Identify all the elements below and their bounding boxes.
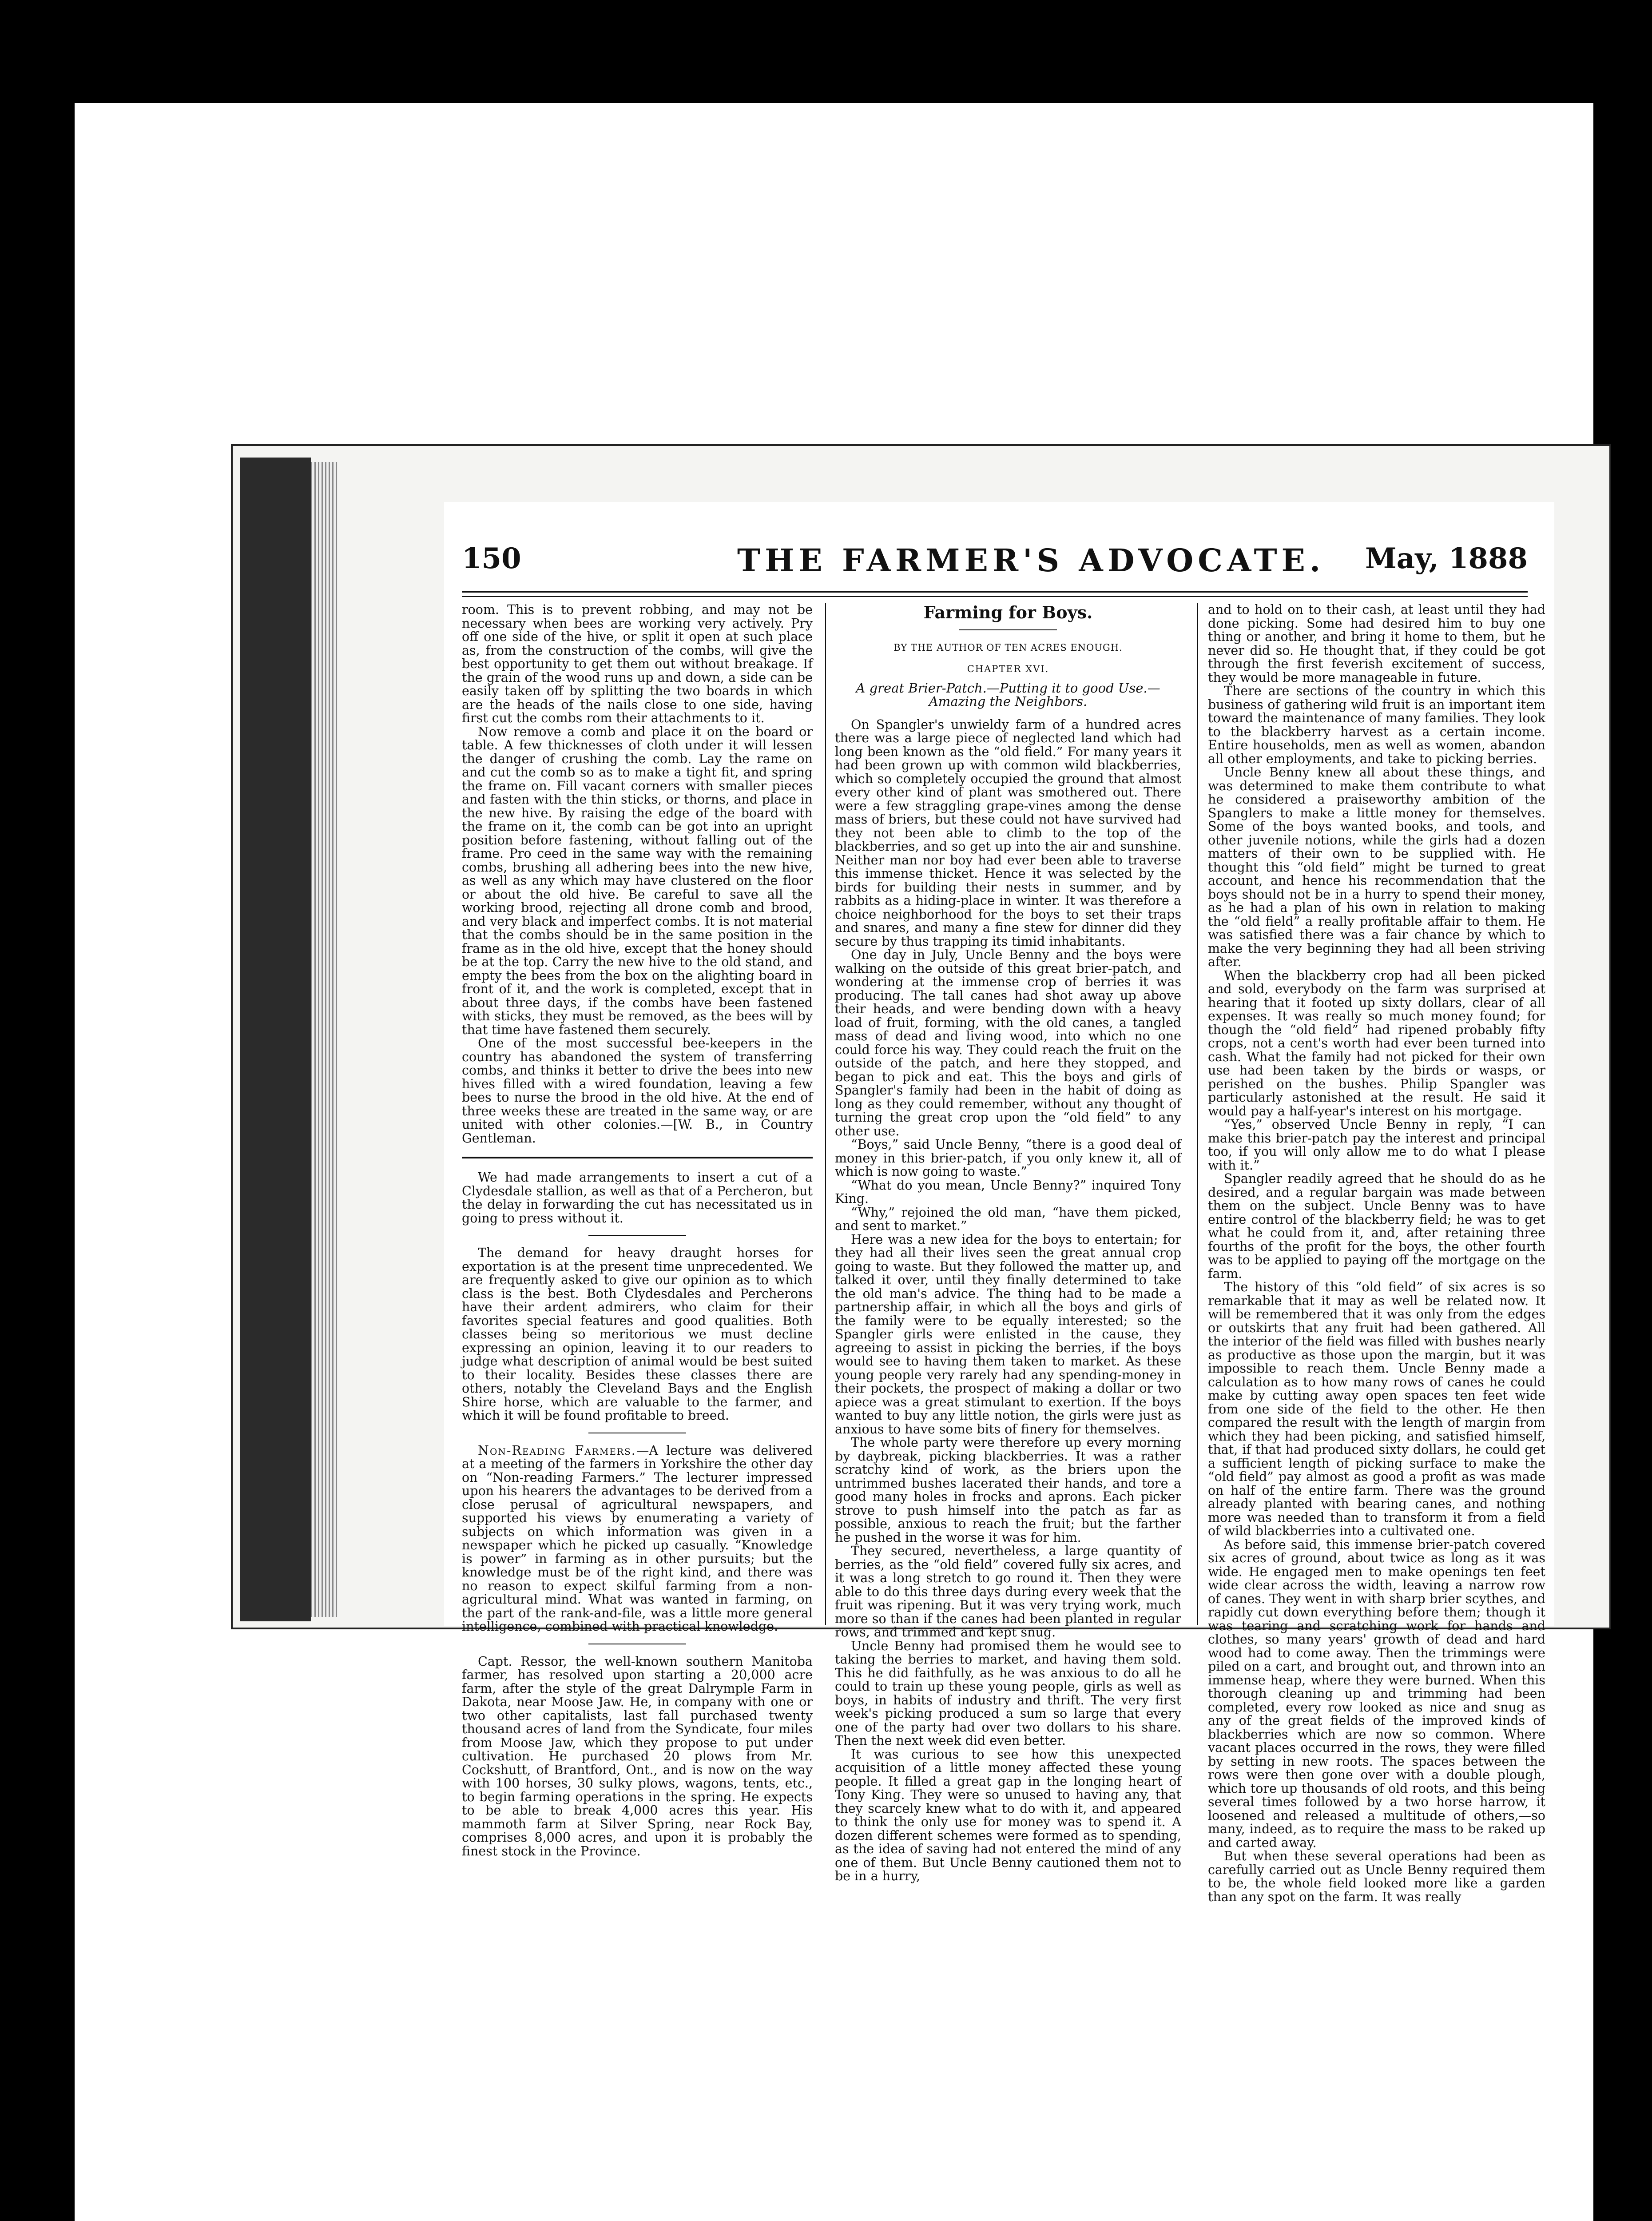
header-rule bbox=[462, 591, 1528, 597]
paragraph-text: —A lecture was delivered at a meeting of the farmers in Yorkshire the other day on “Non-reading Farmers.” The lecturer impressed upon his hearers the advantages to be derived from a close perusal of agricultural newspapers, and supported his views by enumerating a variety of subjects on which information was given in a newspaper which he picked up casually. “Knowledge is power” in farming as in other pursuits; but the knowledge must be of the right kind, and there was no reason to expect skilful farming from a non-agricultural mind. What was wanted in farming, on the part of the rank-and-file, was a little more general intelligence, combined with practical knowledge. bbox=[462, 1443, 813, 1634]
column-2 bbox=[835, 602, 1181, 1883]
page-edges bbox=[311, 462, 338, 1617]
paragraph: One of the most successful bee-keepers in the country has abandoned the system of transferring combs, and thinks it better to drive the bees into new hives filled with a wired foundation, leaving a few bees to nurse the brood in the old hive. At the end of three weeks these are treated in the same way, or are united with other colonies.—[W. B., in Country Gentleman. bbox=[462, 1036, 813, 1146]
short-rule bbox=[588, 1235, 686, 1236]
page-number: 150 bbox=[462, 542, 521, 575]
paragraph: “What do you mean, Uncle Benny?” inquired Tony King. bbox=[835, 1178, 1181, 1206]
paragraph: room. This is to prevent robbing, and may not be necessary when bees are working very actively. Pry off one side of the hive, or split it open at such place as, from the construction of the combs, will give the best opportunity to get them out without breakage. If the grain of the wood runs up and down, a side can be easily taken off by splitting the two boards in which are the heads of the nails close to one side, having first cut the combs rom their attachments to it. bbox=[462, 602, 813, 725]
column-divider bbox=[1197, 603, 1198, 1625]
page-header bbox=[462, 542, 1528, 591]
paragraph: But when these several operations had been as carefully carried out as Uncle Benny required them to be, the whole field looked more like a garden than any spot on the farm. It was really bbox=[1208, 1849, 1545, 1904]
paragraph-label: Non-Reading Farmers. bbox=[478, 1443, 636, 1458]
paragraph: Here was a new idea for the boys to entertain; for they had all their lives seen the great annual crop going to waste. But they followed the matter up, and talked it over, until they finally determined to take the old man's advice. The thing had to be made a partnership affair, in which all the boys and girls of the family were to be equally interested; so the Spangler girls were enlisted in the cause, they agreeing to assist in picking the berries, if the boys would see to having them taken to market. As these young people very rarely had any spending-money in their pockets, the prospect of making a dollar or two apiece was a great stimulant to exertion. If the boys wanted to buy any little notion, the girls were just as anxious to have some bits of finery for themselves. bbox=[835, 1232, 1181, 1437]
section-rule bbox=[462, 1157, 813, 1158]
paragraph: One day in July, Uncle Benny and the boys were walking on the outside of this great brier-patch, and wondering at the immense crop of berries it was producing. The tall canes had shot away up above their heads, and were bending down with a heavy load of fruit, forming, with the old canes, a tangled mass of dead and living wood, into which no one could force his way. They could reach the fruit on the outside of the patch, and here they stopped, and began to pick and eat. This the boys and girls of Spangler's family had been in the habit of doing as long as they could remember, without any thought of turning the great crop upon the “old field” to any other use. bbox=[835, 947, 1181, 1138]
paragraph: “Why,” rejoined the old man, “have them picked, and sent to market.” bbox=[835, 1205, 1181, 1233]
short-rule bbox=[959, 629, 1057, 630]
paragraph: When the blackberry crop had all been picked and sold, everybody on the farm was surprised at hearing that it footed up sixty dollars, clear of all expenses. It was really so much money found; for though the “old field” had ripened probably fifty crops, not a cent's worth had ever been turned into cash. What the family had not picked for their own use had been taken by the birds or wasps, or perished on the bushes. Philip Spangler was particularly astonished at the result. He said it would pay a half-year's interest on his mortgage. bbox=[1208, 968, 1545, 1118]
paragraph: There are sections of the country in which this business of gathering wild fruit is an important item toward the maintenance of many families. They look to the blackberry harvest as a certain income. Entire households, men as well as women, abandon all other employments, and take to picking berries. bbox=[1208, 684, 1545, 766]
paragraph: The history of this “old field” of six acres is so remarkable that it may as well be related now. It will be remembered that it was only from the edges or outskirts that any fruit had been gathered. All the interior of the field was filled with bushes nearly as productive as those upon the margin, but it was impossible to reach them. Uncle Benny made a calculation as to how many rows of canes he could make by cutting away open spaces ten feet wide from one side of the field to the other. He then compared the result with the length of margin from which they had been picking, and satisfied himself, that, if that had produced sixty dollars, he could get a sufficient length of picking surface to make the “old field” pay almost as good a profit as was made on half of the entire farm. There was the ground already planted with bearing canes, and nothing more was needed than to transform it from a field of wild blackberries into a cultivated one. bbox=[1208, 1280, 1545, 1538]
paragraph bbox=[462, 1444, 813, 1634]
paragraph: Capt. Ressor, the well-known southern Manitoba farmer, has resolved upon starting a 20,000 acre farm, after the style of the great Dalrymple Farm in Dakota, near Moose Jaw. He, in company with one or two other capitalists, last fall purchased twenty thousand acres of land from the Syndicate, four miles from Moose Jaw, which they propose to put under cultivation. He purchased 20 plows from Mr. Cockshutt, of Brantford, Ont., and is now on the way with 100 horses, 30 sulky plows, wagons, tents, etc., to begin farming operations in the spring. He expects to be able to break 4,000 acres this year. His mammoth farm at Silver Spring, near Rock Bay, comprises 8,000 acres, and upon it is probably the finest stock in the Province. bbox=[462, 1654, 813, 1859]
paragraph: The demand for heavy draught horses for exportation is at the present time unprecedented. We are frequently asked to give our opinion as to which class is the best. Both Clydesdales and Percherons have their ardent admirers, who claim for their favorites special features and good qualities. Both classes being so meritorious we must decline expressing an opinion, leaving it to our readers to judge what description of animal would be best suited to their locality. Besides these classes there are others, notably the Cleveland Bays and the English Shire horse, which are valuable to the farmer, and which it will be found profitable to breed. bbox=[462, 1246, 813, 1423]
column-1 bbox=[462, 602, 813, 1859]
issue-date: May, 1888 bbox=[1365, 542, 1528, 575]
paragraph: “Boys,” said Uncle Benny, “there is a good deal of money in this brier-patch, if you only knew it, all of which is now going to waste.” bbox=[835, 1137, 1181, 1179]
paragraph: The whole party were therefore up every morning by daybreak, picking blackberries. It was a rather scratchy kind of work, as the briers upon the untrimmed bushes lacerated their hands, and tore a good many holes in frocks and aprons. Each picker strove to push himself into the patch as far as possible, anxious to reach the fruit; but the farther he pushed in the worse it was for him. bbox=[835, 1435, 1181, 1545]
paragraph: As before said, this immense brier-patch covered six acres of ground, about twice as long as it was wide. He engaged men to make openings ten feet wide clear across the width, leaving a narrow row of canes. They went in with sharp brier scythes, and rapidly cut down everything before them; though it was tearing and scratching work for hands and clothes, so many years' growth of dead and hard wood had to come away. Then the trimmings were piled on a cart, and brought out, and thrown into an immense heap, where they were burned. When this thorough cleaning up and trimming had been completed, every row looked as nice and snug as any of the great fields of the improved kinds of blackberries which are now so common. Where vacant places occurred in the rows, they were filled by setting in new roots. The spaces between the rows were then gone over with a double plough, which tore up thousands of old roots, and this being several times followed by a two horse harrow, it loosened and released a multitude of others,—so many, indeed, as to require the mass to be raked up and carted away. bbox=[1208, 1537, 1545, 1850]
paragraph: “Yes,” observed Uncle Benny in reply, “I can make this brier-patch pay the interest and principal too, if you will only allow me to do what I please with it.” bbox=[1208, 1117, 1545, 1173]
article-title: Farming for Boys. bbox=[923, 602, 1093, 622]
chapter-heading: CHAPTER XVI. bbox=[967, 664, 1049, 674]
book-spine bbox=[240, 458, 311, 1621]
paragraph: Uncle Benny knew all about these things, and was determined to make them contribute to what he considered a praiseworthy ambition of the Spanglers to make a little money for themselves. Some of the boys wanted books, and tools, and other juvenile notions, while the girls had a dozen matters of their own to be supplied with. He thought this “old field” might be turned to great account, and hence his recommendation that the boys should not be in a hurry to spend their money, as he had a plan of his own in relation to making the “old field” a really profitable affair to them. He was satisfied there was a fair chance by which to make the very beginning they had all been striving after. bbox=[1208, 765, 1545, 969]
paragraph: We had made arrangements to insert a cut of a Clydesdale stallion, as well as that of a Percheron, but the delay in forwarding the cut has necessitated us in going to press without it. bbox=[462, 1170, 813, 1226]
paragraph: Now remove a comb and place it on the board or table. A few thicknesses of cloth under it will lessen the danger of crushing the comb. Lay the rame on and cut the comb so as to make a tight fit, and spring the frame on. Fill vacant corners with smaller pieces and fasten with the thin sticks, or thorns, and place in the new hive. By raising the edge of the board with the frame on it, the comb can be got into an upright position before fastening, without falling out of the frame. Pro ceed in the same way with the remaining combs, brushing all adhering bees into the new hive, as well as any which may have clustered on the floor or about the old hive. Be careful to save all the working brood, rejecting all drone comb and brood, and very black and imperfect combs. It is not material that the combs should be in the same position in the frame as in the old hive, except that the honey should be at the top. Carry the new hive to the old stand, and empty the bees from the box on the alighting board in front of it, and the work is completed, except that in about three days, if the combs have been fastened with sticks, they must be removed, as the bees will by that time have fastened them securely. bbox=[462, 724, 813, 1037]
column-divider bbox=[825, 603, 826, 1625]
column-3 bbox=[1208, 602, 1545, 1904]
chapter-subtitle: A great Brier-Patch.—Putting it to good Use.—Amazing the Neighbors. bbox=[856, 680, 1160, 709]
masthead: THE FARMER'S ADVOCATE. bbox=[737, 542, 1325, 579]
paragraph: On Spangler's unwieldy farm of a hundred acres there was a large piece of neglected land which had long been known as the “old field.” For many years it had been grown up with common wild blackberries, which so completely occupied the ground that almost every other kind of plant was smothered out. There were a few straggling grape-vines among the dense mass of briers, but these could not have survived had they not been able to climb to the top of the blackberries, and so get up into the air and sunshine. Neither man nor boy had ever been able to traverse this immense thicket. Hence it was selected by the birds for building their nests in summer, and by rabbits as a hiding-place in winter. It was therefore a choice neighborhood for the boys to set their traps and snares, and many a fine stew for dinner did they secure by thus trapping its timid inhabitants. bbox=[835, 717, 1181, 949]
paragraph: Spangler readily agreed that he should do as he desired, and a regular bargain was made between them on the subject. Uncle Benny was to have entire control of the blackberry field; he was to get what he could from it, and, after retaining three fourths of the profit for the boys, the other fourth was to be applied to paying off the mortgage on the farm. bbox=[1208, 1171, 1545, 1281]
paragraph: It was curious to see how this unexpected acquisition of a little money affected these young people. It filled a great gap in the longing heart of Tony King. They were so unused to having any, that they scarcely knew what to do with it, and appeared to think the only use for money was to spend it. A dozen different schemes were formed as to spending, as the idea of saving had not entered the mind of any one of them. But Uncle Benny cautioned them not to be in a hurry, bbox=[835, 1747, 1181, 1883]
paragraph: Uncle Benny had promised them he would see to taking the berries to market, and having them sold. This he did faithfully, as he was anxious to do all he could to train up these young people, girls as well as boys, in habits of industry and thrift. The very first week's picking produced a sum so large that every one of the party had over two dollars to his share. Then the next week did even better. bbox=[835, 1638, 1181, 1748]
paragraph: and to hold on to their cash, at least until they had done picking. Some had desired him to buy one thing or another, and bring it home to them, but he never did so. He thought that, if they could be got through the first feverish excitement of success, they would be more manageable in future. bbox=[1208, 602, 1545, 685]
article-byline: BY THE AUTHOR OF TEN ACRES ENOUGH. bbox=[894, 642, 1123, 653]
paragraph: They secured, nevertheless, a large quantity of berries, as the “old field” covered fully six acres, and it was a long stretch to go round it. Then they were able to do this three days during every week that the fruit was ripening. But it was very trying work, much more so than if the canes had been planted in regular rows, and trimmed and kept snug. bbox=[835, 1544, 1181, 1640]
newspaper-page bbox=[444, 502, 1554, 1904]
